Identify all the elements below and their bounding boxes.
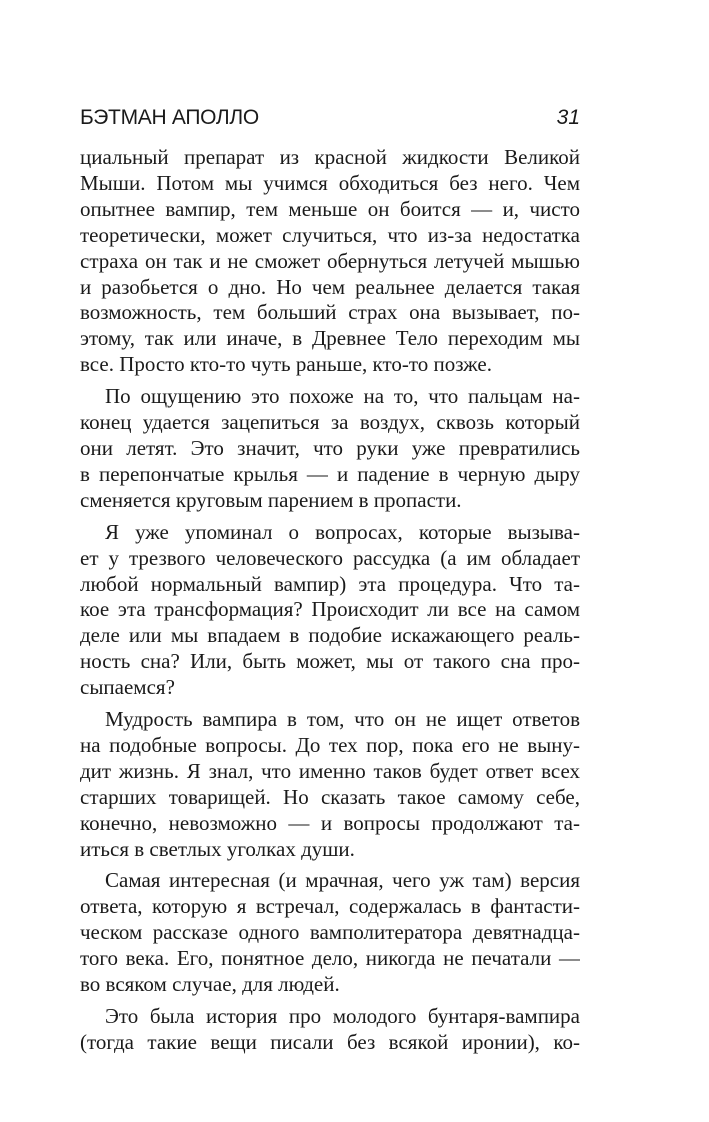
page-number: 31 <box>556 106 580 129</box>
text-line: Самая интересная (и мрачная, чего уж там) версия <box>105 868 580 893</box>
text-line: (тогда такие вещи писали без всякой иронии), ко- <box>80 1029 580 1054</box>
text-line: конец удается зацепиться за воздух, сквозь который <box>80 410 580 435</box>
text-line: сменяется круговым парением в пропасти. <box>80 487 462 512</box>
text-line: конечно, невозможно — и вопросы продолжают та- <box>80 810 580 835</box>
text-line: этому, так или иначе, в Древнее Тело переходим мы <box>80 326 580 351</box>
text-line: теоретически, может случиться, что из-за недостатка <box>80 222 580 247</box>
text-line: они летят. Это значит, что руки уже превратились <box>80 435 580 460</box>
text-line: По ощущению это похоже на то, что пальцам на- <box>105 384 580 409</box>
text-line: Я уже упоминал о вопросах, которые вызыва- <box>105 519 580 544</box>
text-line: в перепончатые крылья — и падение в черную дыру <box>80 461 580 486</box>
text-line: опытнее вампир, тем меньше он боится — и, чисто <box>80 196 580 221</box>
text-line: деле или мы впадаем в подобие искажающего реаль- <box>80 623 580 648</box>
text-line: возможность, тем больший страх она вызывает, по- <box>80 300 580 325</box>
paragraph-3 <box>80 520 580 701</box>
text-line: на подобные вопросы. До тех пор, пока его не выну- <box>80 732 580 757</box>
text-line: сыпаемся? <box>80 675 175 700</box>
text-line: ет у трезвого человеческого рассудка (а им обладает <box>80 545 580 570</box>
text-line: и разобьется о дно. Но чем реальнее делается такая <box>80 274 580 299</box>
text-line: все. Просто кто-то чуть раньше, кто-то позже. <box>80 352 492 377</box>
paragraph-4 <box>80 707 580 862</box>
running-title: БЭТМАН АПОЛЛО <box>80 106 259 129</box>
text-line: ческом рассказе одного вамполитератора девятнадца- <box>80 920 580 945</box>
text-line: старших товарищей. Но сказать такое самому себе, <box>80 784 580 809</box>
text-line: Это была история про молодого бунтаря-вампира <box>105 1004 580 1028</box>
text-line: дит жизнь. Я знал, что именно таков будет ответ всех <box>80 758 580 783</box>
text-line: страха он так и не сможет обернуться летучей мышью <box>80 248 580 273</box>
paragraph-1 <box>80 145 580 378</box>
text-line: ность сна? Или, быть может, мы от такого сна про- <box>80 649 580 674</box>
text-line: того века. Его, понятное дело, никогда не печатали — <box>80 946 580 971</box>
text-line: во всяком случае, для людей. <box>80 972 340 997</box>
text-line: Мыши. Потом мы учимся обходиться без него. Чем <box>80 170 580 195</box>
running-head <box>80 104 580 132</box>
text-line: ответа, которую я встречал, содержалась в фантасти- <box>80 894 580 919</box>
paragraph-2 <box>80 384 580 514</box>
text-line: циальный препарат из красной жидкости Великой <box>80 145 580 169</box>
paragraph-5 <box>80 868 580 998</box>
text-line: Мудрость вампира в том, что он не ищет ответов <box>105 707 580 732</box>
body-text <box>80 145 580 1062</box>
text-line: кое эта трансформация? Происходит ли все на самом <box>80 597 580 622</box>
text-line: любой нормальный вампир) эта процедура. Что та- <box>80 571 580 596</box>
text-line: иться в светлых уголках души. <box>80 836 355 861</box>
paragraph-6 <box>80 1004 580 1056</box>
